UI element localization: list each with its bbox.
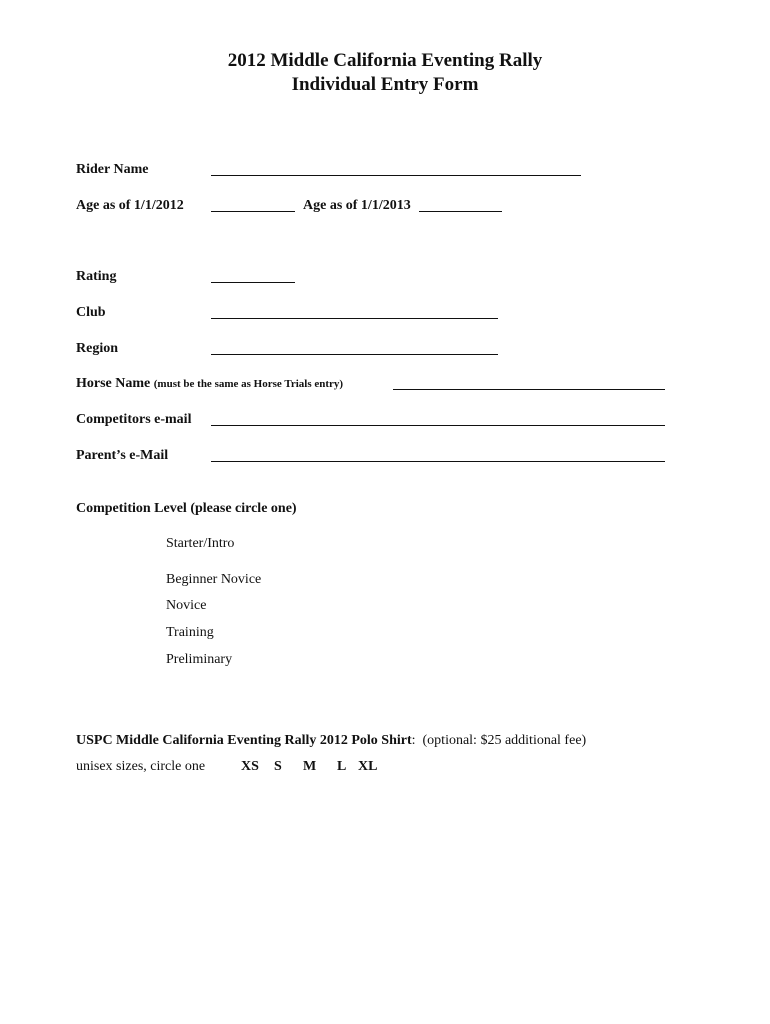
polo-shirt-note: (optional: $25 additional fee) xyxy=(422,733,587,748)
age-2012-label: Age as of 1/1/2012 xyxy=(76,198,184,213)
size-option[interactable]: XL xyxy=(358,759,378,774)
horse-name-field[interactable] xyxy=(393,389,665,390)
form-subtitle: Individual Entry Form xyxy=(291,74,479,95)
size-option[interactable]: S xyxy=(274,759,282,774)
age-2013-label: Age as of 1/1/2013 xyxy=(303,198,411,213)
competitor-email-field[interactable] xyxy=(211,425,665,426)
region-label: Region xyxy=(76,341,118,356)
size-option[interactable]: M xyxy=(303,759,317,774)
level-option[interactable]: Preliminary xyxy=(166,652,233,667)
form-title: 2012 Middle California Eventing Rally xyxy=(227,50,543,71)
shirt-sizes-label: unisex sizes, circle one xyxy=(76,759,206,774)
rating-label: Rating xyxy=(76,269,117,284)
rider-name-label: Rider Name xyxy=(76,162,149,177)
age-2012-field[interactable] xyxy=(211,211,295,212)
level-option[interactable]: Beginner Novice xyxy=(166,572,262,587)
parent-email-label: Parent’s e-Mail xyxy=(76,448,169,463)
competitor-email-label: Competitors e-mail xyxy=(76,412,192,427)
horse-name-note: (must be the same as Horse Trials entry) xyxy=(153,378,344,390)
polo-shirt-title: USPC Middle California Eventing Rally 2012 Polo Shirt xyxy=(76,733,412,748)
horse-name-text: Horse Name xyxy=(76,376,151,391)
competition-level-heading: Competition Level (please circle one) xyxy=(76,501,297,516)
club-label: Club xyxy=(76,305,106,320)
horse-name-label xyxy=(76,377,343,391)
level-option[interactable]: Training xyxy=(166,625,214,640)
club-field[interactable] xyxy=(211,318,498,319)
size-option[interactable]: XS xyxy=(241,759,259,774)
parent-email-field[interactable] xyxy=(211,461,665,462)
level-option[interactable]: Starter/Intro xyxy=(166,536,235,551)
size-option[interactable]: L xyxy=(337,759,347,774)
rating-field[interactable] xyxy=(211,282,295,283)
region-field[interactable] xyxy=(211,354,498,355)
level-option[interactable]: Novice xyxy=(166,598,207,613)
polo-shirt-colon: : xyxy=(411,733,416,748)
polo-shirt-line xyxy=(76,734,586,748)
age-2013-field[interactable] xyxy=(419,211,502,212)
rider-name-field[interactable] xyxy=(211,175,581,176)
